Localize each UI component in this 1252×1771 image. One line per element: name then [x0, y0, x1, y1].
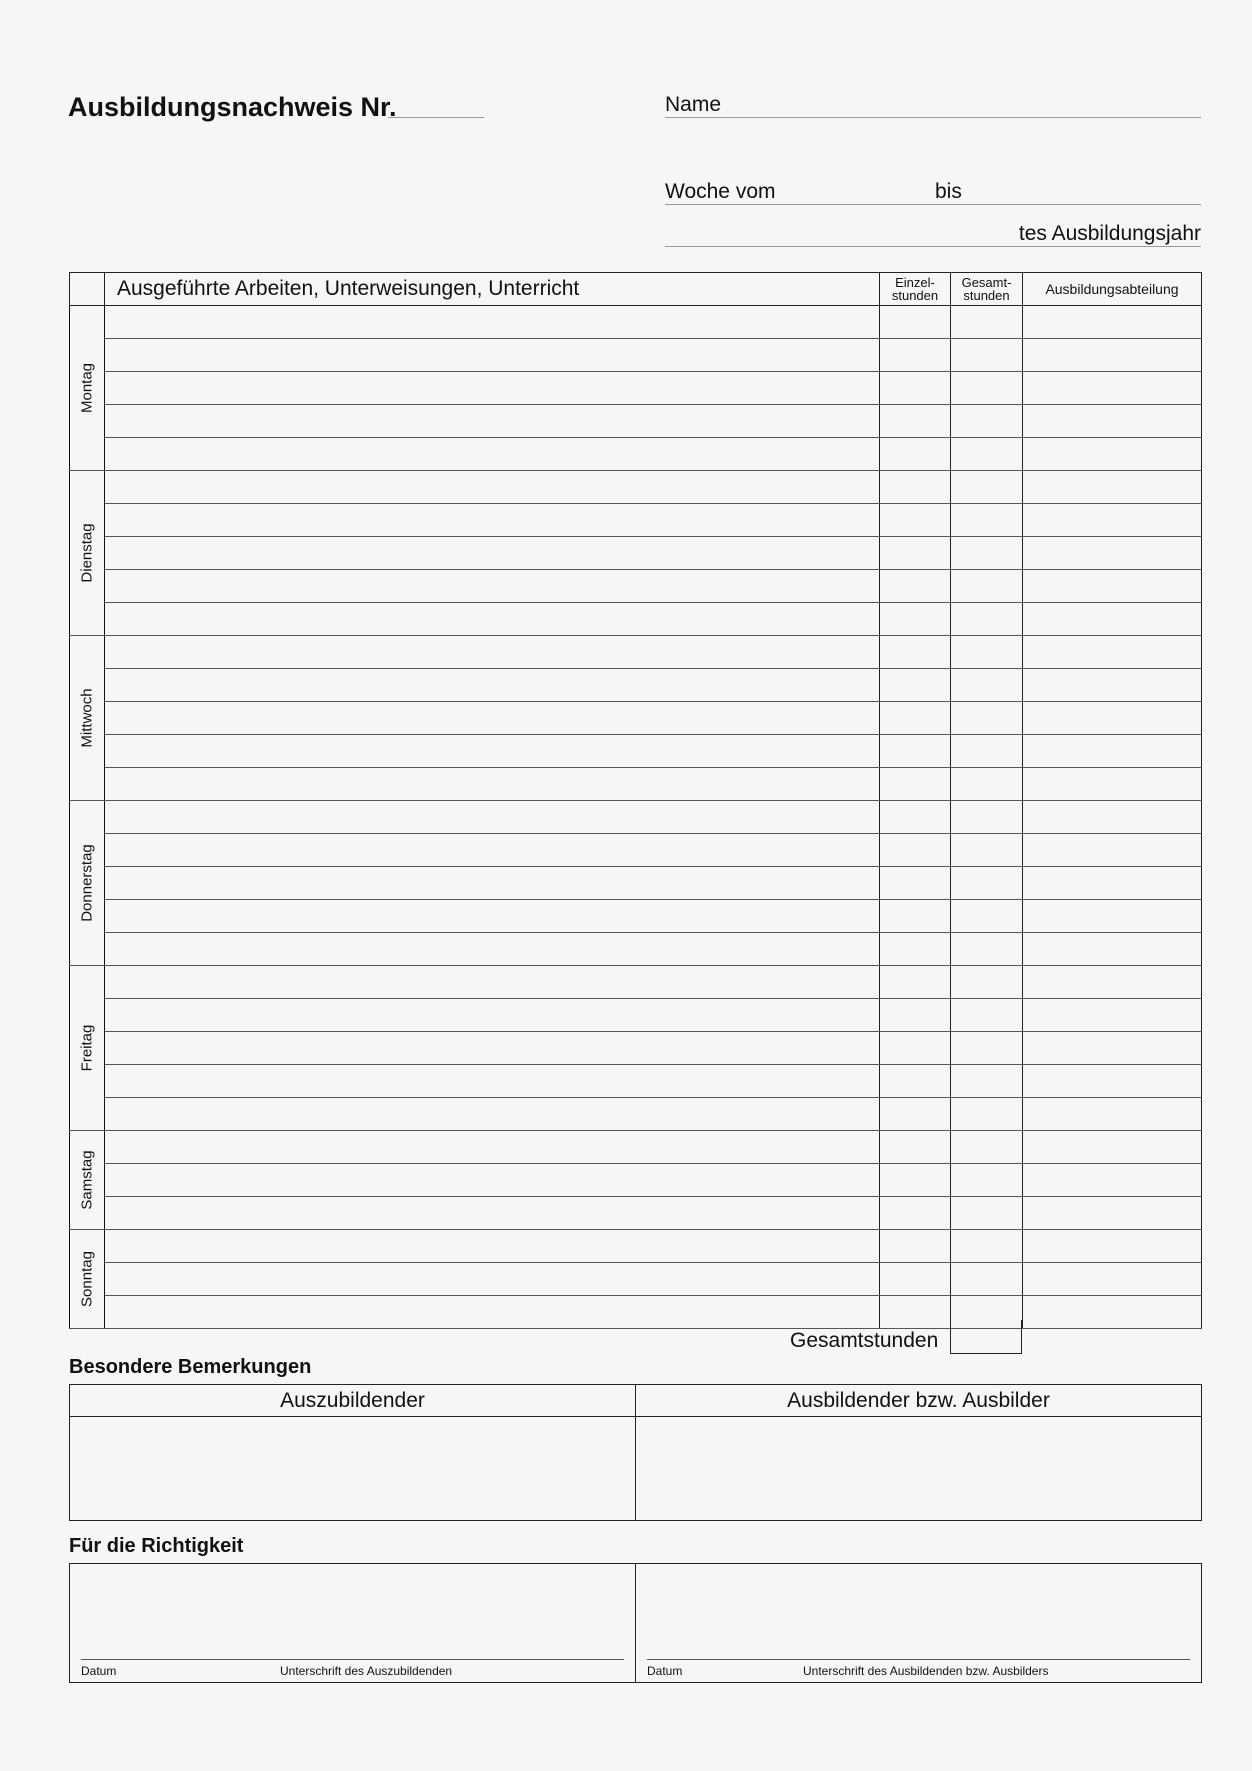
department-entry[interactable]: [1023, 471, 1202, 504]
department-entry[interactable]: [1023, 372, 1202, 405]
single-hours-entry[interactable]: [880, 306, 951, 339]
confirmation-heading: Für die Richtigkeit: [69, 1535, 244, 1557]
day-cell-montag: [70, 306, 105, 471]
remarks-trainee-field[interactable]: [70, 1417, 636, 1521]
total-hours-entry[interactable]: [951, 339, 1023, 372]
department-entry[interactable]: [1023, 1131, 1202, 1164]
table-row: [70, 933, 1202, 966]
table-row: [70, 537, 1202, 570]
department-entry[interactable]: [1023, 636, 1202, 669]
work-entry[interactable]: [105, 768, 880, 801]
header-corner: [70, 273, 105, 306]
single-hours-entry[interactable]: [880, 1098, 951, 1131]
single-hours-entry[interactable]: [880, 966, 951, 999]
table-row: [70, 966, 1202, 999]
single-hours-entry[interactable]: [880, 1263, 951, 1296]
total-hours-entry[interactable]: [951, 999, 1023, 1032]
single-hours-entry[interactable]: [880, 735, 951, 768]
week-field-line[interactable]: [665, 204, 1201, 205]
single-hours-entry[interactable]: [880, 1065, 951, 1098]
table-row: [70, 768, 1202, 801]
work-entry[interactable]: [105, 867, 880, 900]
single-hours-entry[interactable]: [880, 636, 951, 669]
single-hours-entry[interactable]: [880, 504, 951, 537]
single-hours-line2: stunden: [891, 288, 939, 303]
total-hours-entry[interactable]: [951, 933, 1023, 966]
department-entry[interactable]: [1023, 1296, 1202, 1329]
work-entry[interactable]: [105, 603, 880, 636]
work-entry[interactable]: [105, 801, 880, 834]
department-entry[interactable]: [1023, 735, 1202, 768]
trainee-date-label: Datum: [81, 1664, 117, 1678]
table-row: [70, 1197, 1202, 1230]
single-hours-entry[interactable]: [880, 768, 951, 801]
single-hours-entry[interactable]: [880, 471, 951, 504]
table-row: [70, 867, 1202, 900]
single-hours-entry[interactable]: [880, 801, 951, 834]
column-header-total-hours: [951, 273, 1023, 306]
work-entry[interactable]: [105, 1296, 880, 1329]
document-title: Ausbildungsnachweis Nr.: [68, 92, 397, 122]
total-hours-entry[interactable]: [951, 438, 1023, 471]
department-entry[interactable]: [1023, 1164, 1202, 1197]
table-row: [70, 1098, 1202, 1131]
single-hours-entry[interactable]: [880, 1131, 951, 1164]
work-entry[interactable]: [105, 339, 880, 372]
table-row: [70, 1263, 1202, 1296]
table-row: [70, 372, 1202, 405]
single-hours-line1: Einzel-: [895, 275, 935, 290]
trainee-signature-label: Unterschrift des Auszubildenden: [280, 1664, 453, 1678]
table-row: [70, 306, 1202, 339]
signature-table: [69, 1563, 1202, 1683]
department-entry[interactable]: [1023, 768, 1202, 801]
department-entry[interactable]: [1023, 1065, 1202, 1098]
work-entry[interactable]: [105, 735, 880, 768]
table-row: [70, 570, 1202, 603]
table-header-row: [70, 273, 1202, 306]
single-hours-entry[interactable]: [880, 867, 951, 900]
single-hours-entry[interactable]: [880, 372, 951, 405]
work-entry[interactable]: [105, 438, 880, 471]
total-hours-entry[interactable]: [951, 834, 1023, 867]
table-row: [70, 339, 1202, 372]
single-hours-entry[interactable]: [880, 1197, 951, 1230]
total-hours-entry[interactable]: [951, 1098, 1023, 1131]
day-cell-sonntag: [70, 1230, 105, 1329]
department-entry[interactable]: [1023, 1032, 1202, 1065]
single-hours-entry[interactable]: [880, 900, 951, 933]
total-hours-entry[interactable]: [951, 1230, 1023, 1263]
day-cell-freitag: [70, 966, 105, 1131]
single-hours-entry[interactable]: [880, 339, 951, 372]
work-entry[interactable]: [105, 966, 880, 999]
single-hours-entry[interactable]: [880, 570, 951, 603]
training-year-label: tes Ausbildungsjahr: [1018, 222, 1201, 245]
work-entry[interactable]: [105, 1065, 880, 1098]
department-entry[interactable]: [1023, 669, 1202, 702]
total-hours-entry[interactable]: [951, 1131, 1023, 1164]
work-entry[interactable]: [105, 405, 880, 438]
table-row: [70, 999, 1202, 1032]
table-row: [70, 801, 1202, 834]
single-hours-entry[interactable]: [880, 669, 951, 702]
work-entry[interactable]: [105, 933, 880, 966]
name-label: Name: [665, 93, 722, 116]
department-entry[interactable]: [1023, 702, 1202, 735]
total-hours-entry[interactable]: [951, 867, 1023, 900]
total-hours-entry[interactable]: [951, 570, 1023, 603]
work-entry[interactable]: [105, 900, 880, 933]
week-to-label: bis: [935, 180, 962, 203]
table-row: [70, 636, 1202, 669]
total-hours-entry[interactable]: [951, 900, 1023, 933]
day-label: Dienstag: [78, 523, 96, 583]
table-row: [70, 405, 1202, 438]
table-row: [70, 1296, 1202, 1329]
total-hours-entry[interactable]: [951, 1263, 1023, 1296]
total-hours-entry[interactable]: [951, 1032, 1023, 1065]
day-label: Freitag: [78, 1024, 96, 1072]
work-entry[interactable]: [105, 504, 880, 537]
single-hours-entry[interactable]: [880, 933, 951, 966]
department-entry[interactable]: [1023, 999, 1202, 1032]
trainer-signature-label: Unterschrift des Ausbildenden bzw. Ausbilders: [803, 1664, 1049, 1678]
department-entry[interactable]: [1023, 900, 1202, 933]
table-row: [70, 834, 1202, 867]
column-header-work: Ausgeführte Arbeiten, Unterweisungen, Unterricht: [105, 273, 880, 306]
work-entry[interactable]: [105, 372, 880, 405]
single-hours-entry[interactable]: [880, 603, 951, 636]
table-row: [70, 702, 1202, 735]
department-entry[interactable]: [1023, 570, 1202, 603]
total-hours-entry[interactable]: [951, 966, 1023, 999]
total-hours-line1: Gesamt-: [961, 275, 1012, 290]
single-hours-entry[interactable]: [880, 537, 951, 570]
department-entry[interactable]: [1023, 405, 1202, 438]
table-row: [70, 504, 1202, 537]
day-label: Mittwoch: [78, 688, 96, 748]
single-hours-entry[interactable]: [880, 1164, 951, 1197]
single-hours-entry[interactable]: [880, 834, 951, 867]
remarks-trainer-header: Ausbildender bzw. Ausbilder: [636, 1385, 1202, 1417]
single-hours-entry[interactable]: [880, 999, 951, 1032]
total-hours-line2: stunden: [963, 288, 1010, 303]
work-entry[interactable]: [105, 834, 880, 867]
total-hours-entry[interactable]: [951, 471, 1023, 504]
total-hours-entry[interactable]: [951, 1065, 1023, 1098]
single-hours-entry[interactable]: [880, 1032, 951, 1065]
work-entry[interactable]: [105, 1032, 880, 1065]
day-label: Donnerstag: [78, 844, 96, 922]
day-label: Sonntag: [78, 1251, 96, 1307]
department-entry[interactable]: [1023, 339, 1202, 372]
department-entry[interactable]: [1023, 867, 1202, 900]
work-entry[interactable]: [105, 306, 880, 339]
report-number-line[interactable]: [388, 117, 484, 118]
table-row: [70, 735, 1202, 768]
total-hours-entry[interactable]: [951, 306, 1023, 339]
total-hours-label: Gesamtstunden: [790, 1329, 939, 1352]
department-entry[interactable]: [1023, 834, 1202, 867]
table-row: [70, 1032, 1202, 1065]
total-hours-entry[interactable]: [951, 603, 1023, 636]
work-entry[interactable]: [105, 1230, 880, 1263]
department-entry[interactable]: [1023, 1263, 1202, 1296]
total-hours-entry[interactable]: [951, 537, 1023, 570]
department-entry[interactable]: [1023, 504, 1202, 537]
table-row: [70, 1065, 1202, 1098]
work-entry[interactable]: [105, 669, 880, 702]
remarks-trainer-field[interactable]: [636, 1417, 1202, 1521]
total-hours-entry[interactable]: [951, 768, 1023, 801]
total-hours-entry[interactable]: [951, 372, 1023, 405]
department-entry[interactable]: [1023, 438, 1202, 471]
total-hours-entry[interactable]: [951, 636, 1023, 669]
name-field-line[interactable]: [665, 117, 1201, 118]
department-entry[interactable]: [1023, 966, 1202, 999]
total-hours-box[interactable]: [950, 1320, 1022, 1354]
department-entry[interactable]: [1023, 537, 1202, 570]
week-from-label: Woche vom: [665, 180, 776, 203]
day-label: Samstag: [78, 1150, 96, 1210]
work-entry[interactable]: [105, 999, 880, 1032]
department-entry[interactable]: [1023, 1230, 1202, 1263]
department-entry[interactable]: [1023, 306, 1202, 339]
single-hours-entry[interactable]: [880, 1296, 951, 1329]
department-entry[interactable]: [1023, 1197, 1202, 1230]
department-entry[interactable]: [1023, 603, 1202, 636]
total-hours-entry[interactable]: [951, 405, 1023, 438]
trainer-date-label: Datum: [647, 1664, 683, 1678]
work-entry[interactable]: [105, 471, 880, 504]
work-entry[interactable]: [105, 1131, 880, 1164]
day-cell-dienstag: [70, 471, 105, 636]
day-label: Montag: [78, 362, 96, 414]
table-row: [70, 471, 1202, 504]
department-entry[interactable]: [1023, 801, 1202, 834]
work-entry[interactable]: [105, 537, 880, 570]
single-hours-entry[interactable]: [880, 1230, 951, 1263]
total-hours-entry[interactable]: [951, 504, 1023, 537]
total-hours-entry[interactable]: [951, 669, 1023, 702]
work-entry[interactable]: [105, 636, 880, 669]
remarks-trainee-header: Auszubildender: [70, 1385, 636, 1417]
total-hours-entry[interactable]: [951, 801, 1023, 834]
total-hours-entry[interactable]: [951, 735, 1023, 768]
table-row: [70, 1131, 1202, 1164]
table-row: [70, 669, 1202, 702]
signature-trainee-line: [81, 1659, 624, 1660]
table-row: [70, 438, 1202, 471]
single-hours-entry[interactable]: [880, 438, 951, 471]
work-entry[interactable]: [105, 570, 880, 603]
table-row: [70, 1230, 1202, 1263]
single-hours-entry[interactable]: [880, 702, 951, 735]
day-cell-mittwoch: [70, 636, 105, 801]
total-hours-entry[interactable]: [951, 702, 1023, 735]
work-entry[interactable]: [105, 1164, 880, 1197]
work-entry[interactable]: [105, 1098, 880, 1131]
training-year-line[interactable]: [665, 246, 1201, 247]
column-header-single-hours: [880, 273, 951, 306]
weekly-activity-table: [69, 272, 1202, 1329]
remarks-table: [69, 1384, 1202, 1521]
total-hours-entry[interactable]: [951, 1197, 1023, 1230]
column-header-department: Ausbildungsabteilung: [1023, 273, 1202, 306]
work-entry[interactable]: [105, 702, 880, 735]
signature-trainee-field[interactable]: [70, 1564, 636, 1683]
signature-trainer-line: [647, 1659, 1190, 1660]
single-hours-entry[interactable]: [880, 405, 951, 438]
table-row: [70, 900, 1202, 933]
remarks-heading: Besondere Bemerkungen: [69, 1356, 312, 1378]
day-cell-samstag: [70, 1131, 105, 1230]
total-hours-entry[interactable]: [951, 1164, 1023, 1197]
department-entry[interactable]: [1023, 933, 1202, 966]
work-entry[interactable]: [105, 1197, 880, 1230]
table-row: [70, 603, 1202, 636]
work-entry[interactable]: [105, 1263, 880, 1296]
department-entry[interactable]: [1023, 1098, 1202, 1131]
signature-trainer-field[interactable]: [636, 1564, 1202, 1683]
day-cell-donnerstag: [70, 801, 105, 966]
table-row: [70, 1164, 1202, 1197]
